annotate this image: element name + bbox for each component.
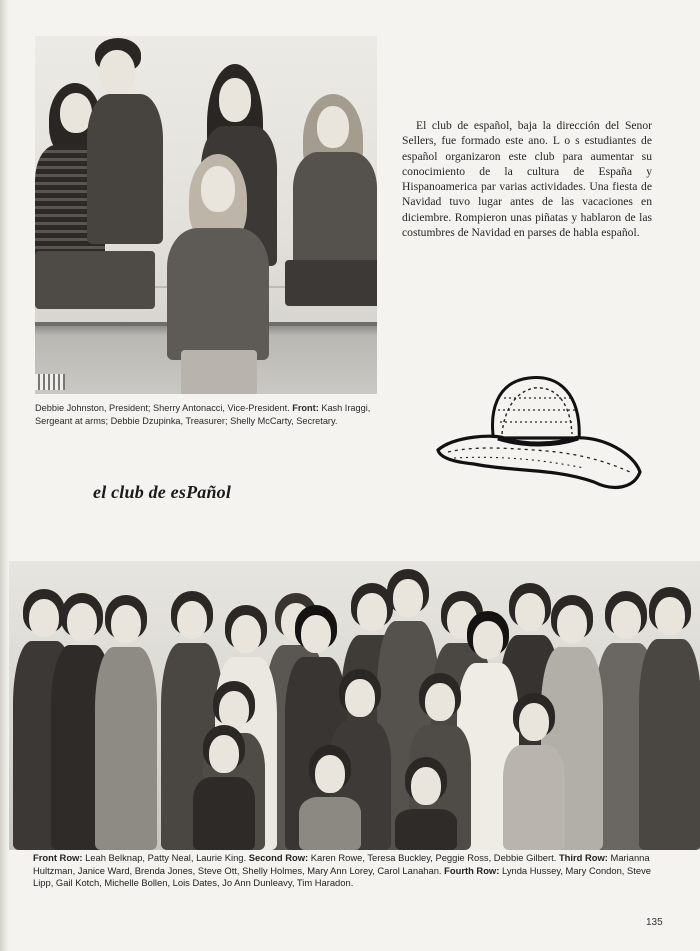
officers-caption — [35, 402, 380, 427]
club-description-text: El club de español, baja la dirección del Senor Sellers, fue formado este ano. L o s estudiantes de español organizaron este club para aumentar su conocimiento de la cultura de España y Hispanoamerica par varias actividades. Una fiesta de Navidad tuvo lugar antes de las vacaciones en diciembre. Rompieron unas piñatas y hablaron de las costumbres de Navidad en parses de habla español. — [402, 119, 652, 240]
page-spine — [0, 0, 9, 951]
page-number: 135 — [646, 917, 663, 928]
club-title: el club de esPañol — [93, 482, 232, 502]
sombrero-icon — [434, 372, 644, 500]
officers-caption-front-label: Front: — [292, 403, 319, 413]
caption-row-front: Front Row: Leah Belknap, Patty Neal, Laurie King. — [33, 852, 247, 863]
caption-row-second: Second Row: Karen Rowe, Teresa Buckley, Peggie Ross, Debbie Gilbert. — [248, 852, 557, 863]
group-caption — [33, 852, 673, 890]
officers-caption-part2: Kash Iraggi, Sergeant at arms; Debbie Dzupinka, Treasurer; Shelly McCarty, Secretary. — [35, 403, 371, 426]
officers-photo — [35, 36, 377, 394]
vent-grille — [35, 374, 65, 390]
club-description — [402, 118, 652, 240]
caption-row-fourth: Fourth Row: Lynda Hussey, Mary Condon, Steve Lipp, Gail Kotch, Michelle Bollen, Lois Dates, Jo Ann Dunleavy, Tim Haradon. — [33, 864, 651, 888]
caption-row-third: Third Row: Marianna Hultzman, Janice Ward, Brenda Jones, Steve Ott, Shelly Holmes, Mary Ann Lorey, Carol Lanahan. — [33, 852, 650, 876]
officers-caption-part1: Debbie Johnston, President; Sherry Antonacci, Vice-President. — [35, 403, 293, 413]
group-photo — [9, 561, 700, 850]
